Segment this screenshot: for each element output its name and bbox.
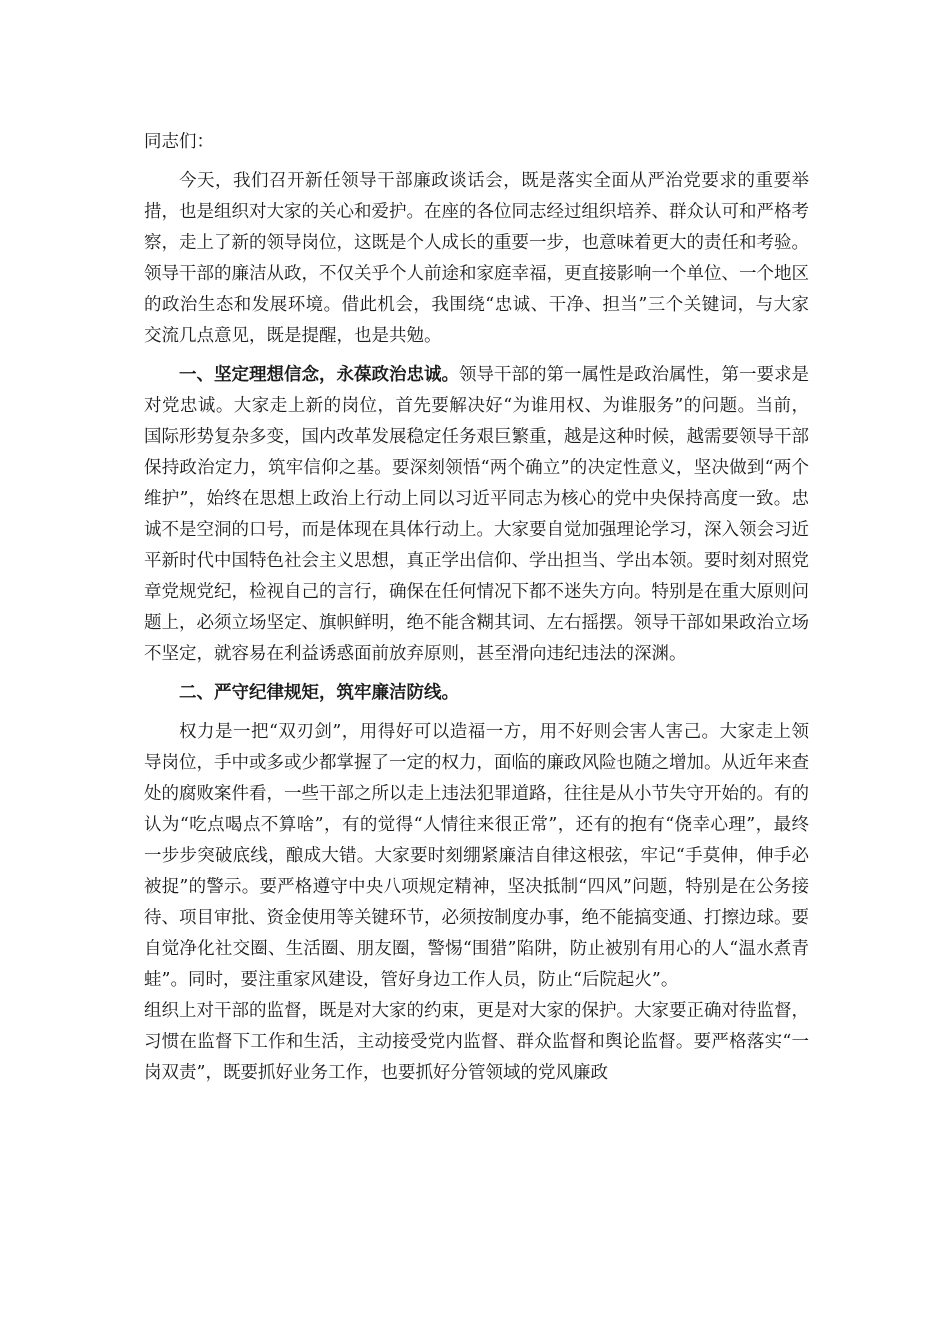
section2-para2: 组织上对干部的监督，既是对大家的约束，更是对大家的保护。大家要正确对待监督，习惯在监督下工作和生活，主动接受党内监督、群众监督和舆论监督。要严格落实“一岗双责”，既要抓好业务工作，也要抓好分管领域的党风廉政 <box>144 1001 809 1083</box>
section2-heading: 二、严守纪律规矩，筑牢廉洁防线。 <box>179 683 459 703</box>
salutation: 同志们： <box>144 132 214 152</box>
intro-paragraph: 今天，我们召开新任领导干部廉政谈话会，既是落实全面从严治党要求的重要举措，也是组织对大家的关心和爱护。在座的各位同志经过组织培养、群众认可和严格考察，走上了新的领导岗位，这既是个人成长的重要一步，也意味着更大的责任和考验。领导干部的廉洁从政，不仅关乎个人前途和家庭幸福，更直接影响一个单位、一个地区的政治生态和发展环境。借此机会，我围绕“忠诚、干净、担当”三个关键词，与大家交流几点意见，既是提醒，也是共勉。 <box>144 171 809 346</box>
section1-heading: 一、坚定理想信念，永葆政治忠诚。 <box>179 365 459 385</box>
section2-para1: 权力是一把“双刃剑”，用得好可以造福一方，用不好则会害人害己。大家走上领导岗位，手中或多或少都掌握了一定的权力，面临的廉政风险也随之增加。从近年来查处的腐败案件看，一些干部之所以走上违法犯罪道路，往往是从小节失守开始的。有的认为“吃点喝点不算啥”，有的觉得“人情往来很正常”，还有的抱有“侥幸心理”，最终一步步突破底线，酿成大错。大家要时刻绷紧廉洁自律这根弦，牢记“手莫伸，伸手必被捉”的警示。要严格遵守中央八项规定精神，坚决抵制“四风”问题，特别是在公务接待、项目审批、资金使用等关键环节，必须按制度办事，绝不能搞变通、打擦边球。要自觉净化社交圈、生活圈、朋友圈，警惕“围猎”陷阱，防止被别有用心的人“温水煮青蛙”。同时，要注重家风建设，管好身边工作人员，防止“后院起火”。 <box>144 722 809 990</box>
document-body <box>144 127 809 1097</box>
section2-paragraph <box>144 717 809 1089</box>
section1-body: 领导干部的第一属性是政治属性，第一要求是对党忠诚。大家走上新的岗位，首先要解决好“为谁用权、为谁服务”的问题。当前，国际形势复杂多变，国内改革发展稳定任务艰巨繁重，越是这种时候，越需要领导干部保持政治定力，筑牢信仰之基。要深刻领悟“两个确立”的决定性意义，坚决做到“两个维护”，始终在思想上政治上行动上同以习近平同志为核心的党中央保持高度一致。忠诚不是空洞的口号，而是体现在具体行动上。大家要自觉加强理论学习，深入领会习近平新时代中国特色社会主义思想，真正学出信仰、学出担当、学出本领。要时刻对照党章党规党纪，检视自己的言行，确保在任何情况下都不迷失方向。特别是在重大原则问题上，必须立场坚定、旗帜鲜明，绝不能含糊其词、左右摇摆。领导干部如果政治立场不坚定，就容易在利益诱惑面前放弃原则，甚至滑向违纪违法的深渊。 <box>144 365 809 664</box>
section1-paragraph <box>144 360 809 670</box>
